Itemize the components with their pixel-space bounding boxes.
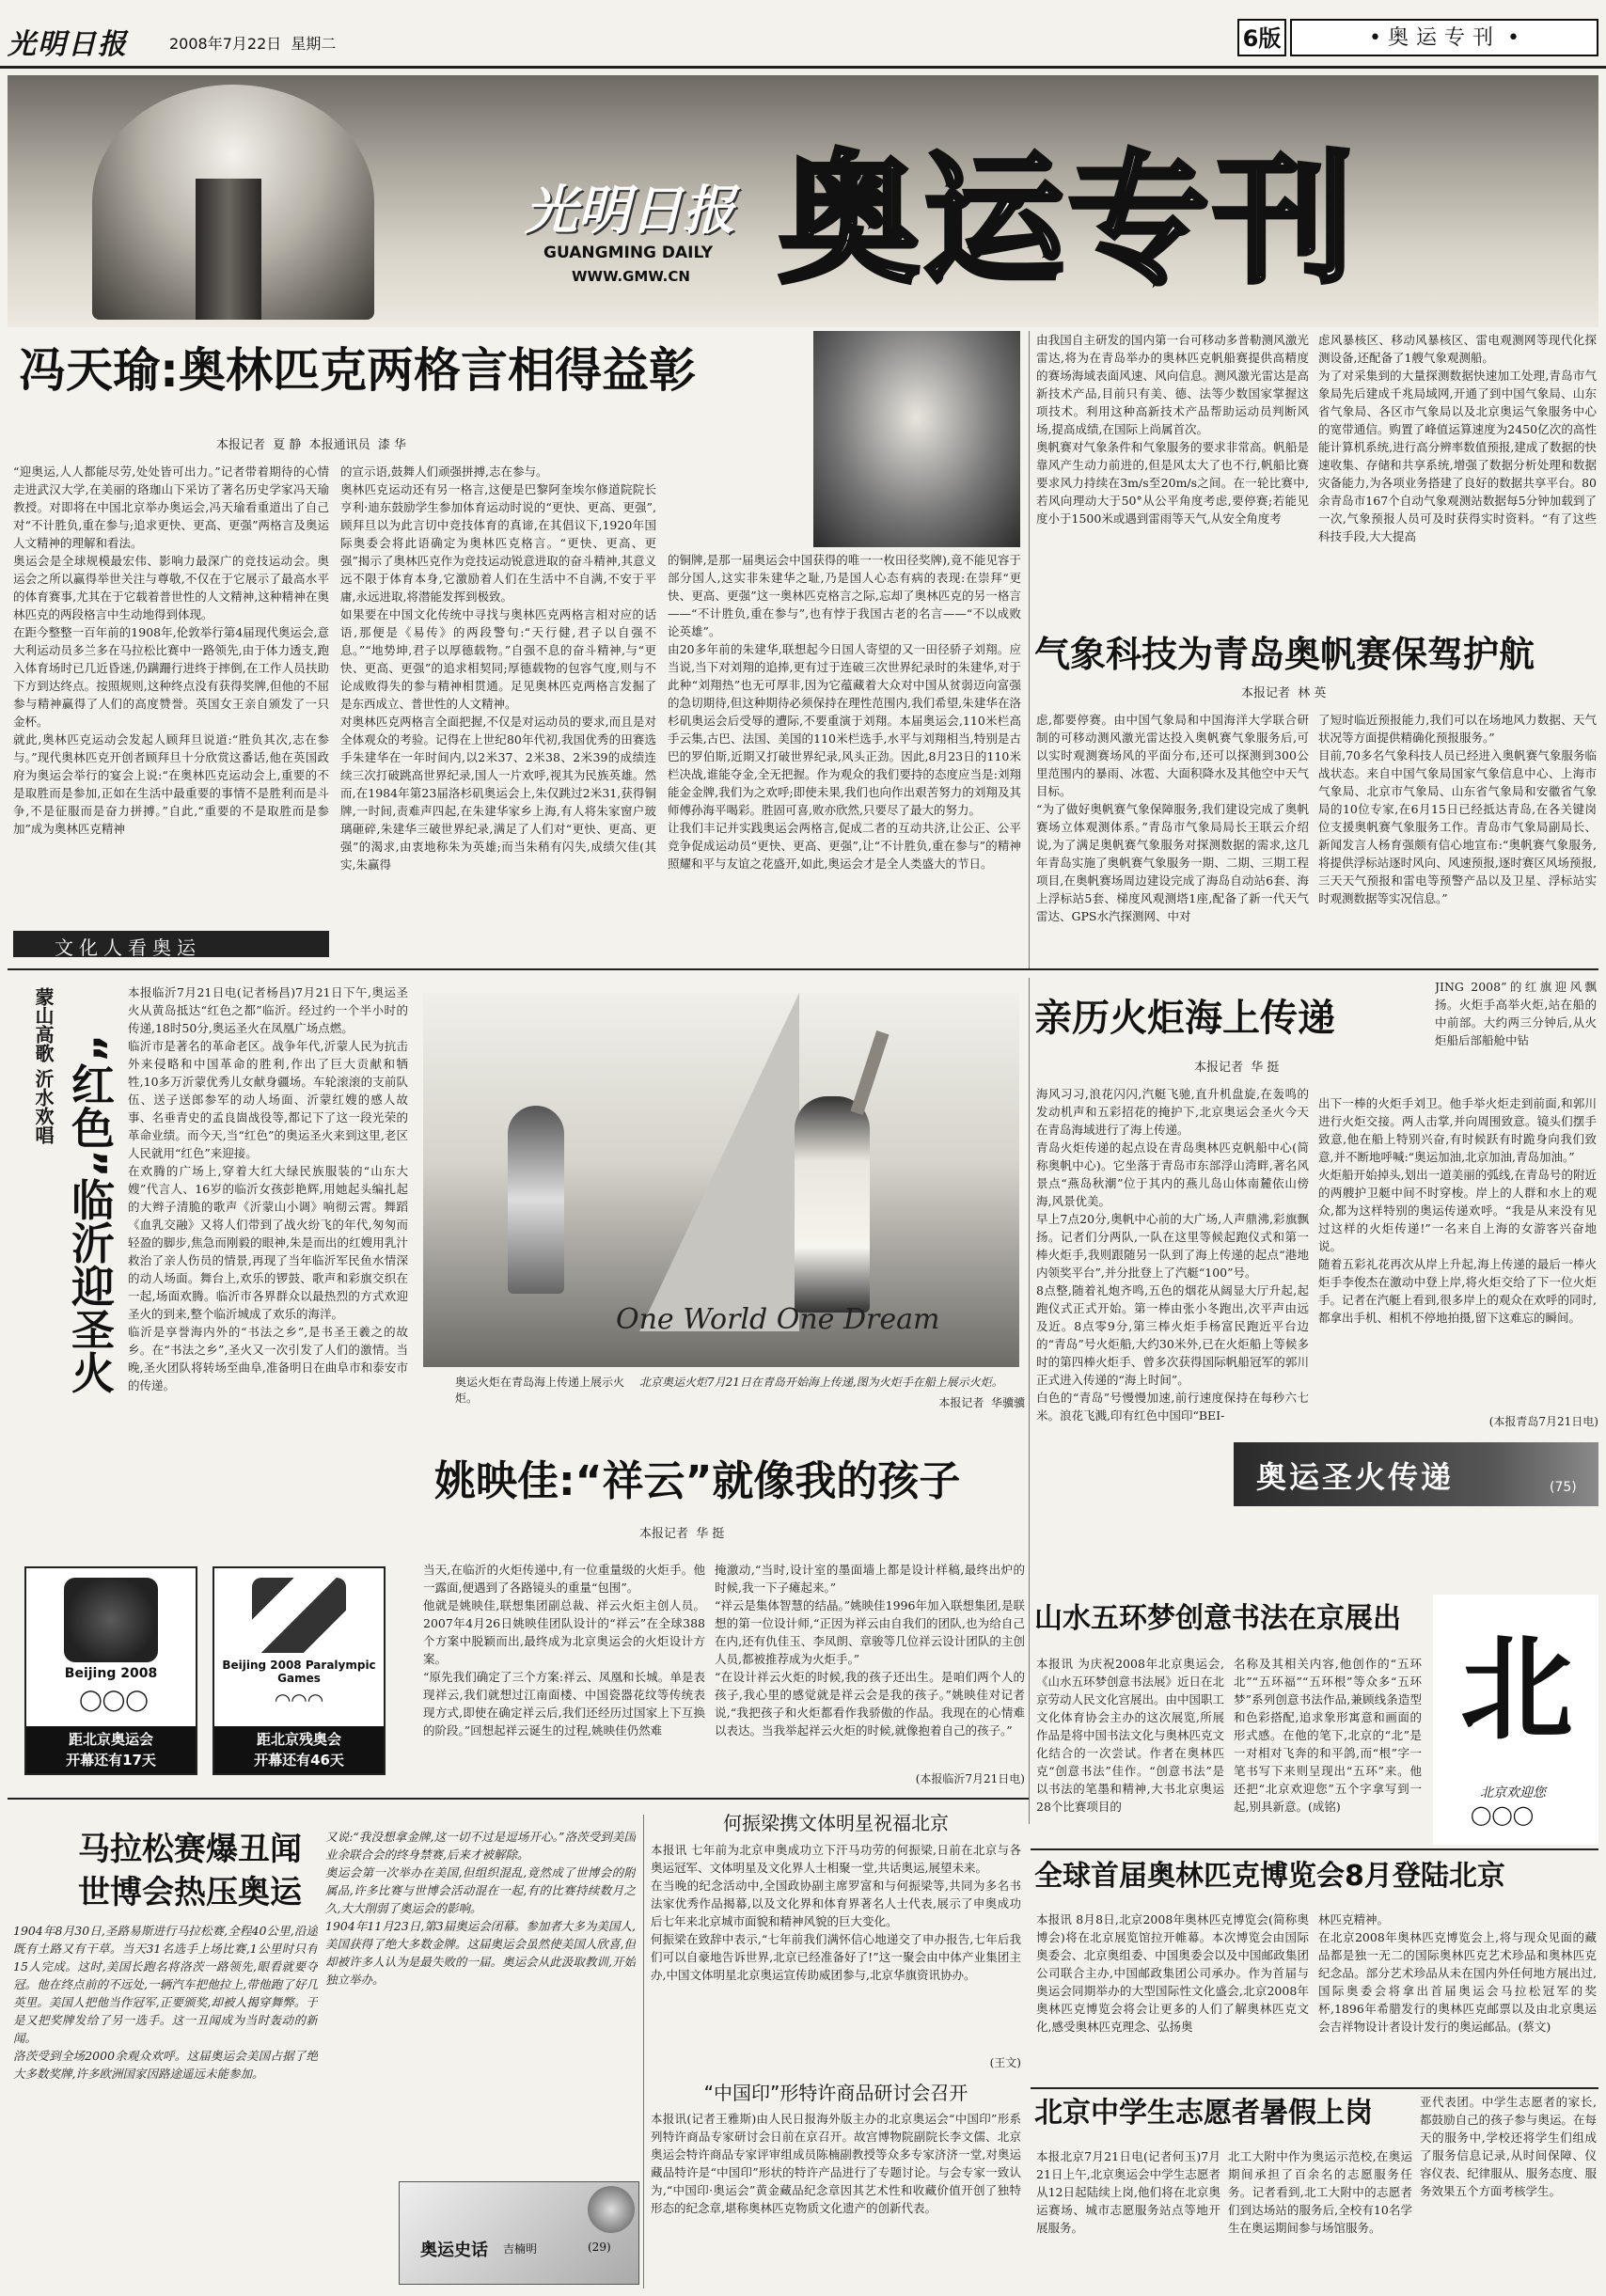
china-seal-body: 本报讯(记者王雅斯)由人民日报海外版主办的北京奥运会“中国印”形系列特许商品专家研讨会日前在京召开。故宫博物院副院长李文儒、北京奥运会特许商品专家评审组成员陈楠副教授等众多专家济济一堂,对奥运藏品特许是“中国印”形状的特许产品进行了专题讨论。与会专家一致认为,“中国印·奥运会”黄金藏品纪念章因其艺术性和收藏价值开创了独特形态的纪念章,堪称奥林匹克物质文化遗产的创新代表。 bbox=[651, 2112, 1021, 2215]
torch-relay-label-number: (75) bbox=[1550, 1480, 1577, 1495]
banner bbox=[8, 75, 1598, 327]
column-divider bbox=[1029, 978, 1030, 1824]
bullet-icon: • bbox=[1369, 26, 1388, 50]
banner-title: 奥运专刊 bbox=[779, 139, 1359, 303]
sea-relay-col-2: 出下一棒的火炬手刘卫。他手举火炬走到前面,和郭川进行火炬交接。两人击掌,并向周围致意。镜头们摆手致意,他在船上特别兴奋,有时候跃有时跪身向我们致意,并不断地呼喊:“奥运加油,北京加油,青岛加油。” 火炬船开始掉头,划出一道美丽的弧线,在青岛号的附近的两艘护卫艇中间不时穿梭。岸上的人群和水上的观众,都为这样特别的奥运传递欢呼。“我是从来没有见过这样的火炬传递!”一名来自上海的女游客兴奋地说。 随着五彩礼花再次从岸上升起,海上传递的最后一棒火炬手李俊杰在激动中登上岸,将火炬交给了下一位火炬手。记者在汽艇上看到,很多岸上的观众在欢呼的同时,都拿出手机、相机不停地拍摄,留下这难忘的瞬间。 bbox=[1318, 1096, 1597, 1325]
volunteers-headline: 北京中学生志愿者暑假上岗 bbox=[1034, 2097, 1373, 2130]
section-rule bbox=[8, 1798, 1029, 1800]
countdown-paralympic-box bbox=[214, 1726, 384, 1773]
sea-relay-col-1: 海风习习,浪花闪闪,汽艇飞驰,直升机盘旋,在轰鸣的发动机声和五彩招花的掩护下,北京奥运会圣火今天在青岛海域进行了海上传递。 青岛火炬传递的起点设在青岛奥林匹克帆船中心(简称奥帆中心)。它坐落于青岛市东部浮山湾畔,著名风景点“燕岛秋潮”位于其内的燕儿岛山体南麓依山傍海,风景优美。 早上7点20分,奥帆中心前的大广场,人声鼎沸,彩旗飘扬。记者们分两队,一队在这里等候起跑仪式和第一棒火炬手,我则跟随另一队到了海上传递的起点“港地内领奖平台”,并分批登上了汽艇“100”号。 8点整,随着礼炮齐鸣,五色的烟花从阔显大厅升起,起跑仪式正式开始。第一棒由张小冬跑出,次平声由远及近。8点零9分,第三棒火炬手杨富民跑近平台边的“青岛”号火炬船,大约30米外,已在火炬船上等候多时的第四棒火炬手、曾多次获得国际帆船冠军的郭川正式进入传递的“海上时间”。 白色的“青岛”号慢慢加速,前行速度保持在每秒六七米。浪花飞溅,印有红色中国印“BEI- bbox=[1036, 1087, 1309, 1423]
torch-photo-caption: 北京奥运火炬7月21日在青岛开始海上传递,图为火炬手在船上展示火炬。 bbox=[639, 1376, 1003, 1389]
yao-col-2: 掩激动,“当时,设计室的墨面墙上都是设计样稿,最终出炉的时候,我一下子瘫起来。” “祥云是集体智慧的结晶。”姚映佳1996年加入联想集团,是联想的第一位设计师,“正因为祥云由自我们的团队,也为给自己在内,还有仇佳玉、李凤朗、章骏等几位祥云设计团队的主创人员,都被推荐成为火炬手。” “在设计祥云火炬的时候,我的孩子还出生。是咱们两个人的孩子,我心里的感觉就是祥云会是我的孩子。”姚映佳对记者说,“我把孩子和火炬都看作我骄傲的作品。我现在的心情难以表达。当我举起祥云火炬的时候,就像抱着自己的孩子。” bbox=[715, 1563, 1025, 1738]
section-rule bbox=[1031, 2087, 1598, 2089]
section-label-box bbox=[1290, 19, 1598, 56]
section-rule bbox=[1031, 1848, 1598, 1850]
yao-byline: 本报记者 华 挺 bbox=[639, 1527, 725, 1541]
expo-headline: 全球首届奥林匹克博览会8月登陆北京 bbox=[1034, 1860, 1505, 1893]
torch-stem bbox=[196, 179, 261, 320]
series-label-number: (29) bbox=[588, 2241, 611, 2254]
redcolor-body: 本报临沂7月21日电(记者杨昌)7月21日下午,奥运圣火从黄岛抵达“红色之都”临沂。经过约一个半小时的传递,18时50分,奥运圣火在凤凰广场点燃。 临沂市是著名的革命老区。战争年代,沂蒙人民为抗击外来侵略和中国革命的胜利,作出了巨大贡献和牺牲,10多万沂蒙优秀儿女献身疆场。车轮滚滚的支前队伍、送子送郎参军的动人场面、沂蒙红嫂的感人故事、名垂青史的孟良崮战役等,都记下了这一段光荣的革命业绩。而今天,当“红色”的奥运圣火来到这里,老区人民就用“红色”来迎接。 在欢腾的广场上,穿着大红大绿民族服装的“山东大嫂”代言人、16岁的临沂女孩彭艳辉,用她起头编扎起的大辫子清脆的歌声《沂蒙山小调》响彻云霄。舞蹈《血乳交融》又将人们带到了战火纷飞的年代,匆匆而轻盈的脚步,焦急而刚毅的眼神,朱是而出的红嫂用乳汁救治了亲人伤员的情景,再现了当年临沂军民鱼水情深的动人场面。舞台上,欢乐的锣鼓、歌声和彩旗交织在一起,场面欢腾。临沂市各界群众以最热烈的方式欢迎圣火的到来,整个临沂城成了欢乐的海洋。 临沂是享誉海内外的“书法之乡”,是书圣王羲之的故乡。在“书法之乡”,圣火又一次引发了人们的激情。当晚,圣火团队将转场至曲阜,准备明日在曲阜市和泰安市的传递。 bbox=[128, 985, 408, 1392]
yao-dateline: (本报临沂7月21日电) bbox=[915, 1772, 1025, 1785]
torch-photo-caption-left: 奥运火炬在青岛海上传递上展示火炬。 bbox=[455, 1376, 625, 1405]
countdown-paralympic-label: 距北京残奥会 bbox=[256, 1731, 341, 1748]
beijing-olympic-logo bbox=[64, 1578, 158, 1662]
feng-portrait-photo bbox=[813, 331, 1020, 547]
he-headline: 何振梁携文体明星祝福北京 bbox=[723, 1812, 949, 1834]
torch-icon bbox=[850, 1030, 889, 1115]
banner-logo-cn: 光明日报 bbox=[525, 180, 735, 242]
weather-top-col-2: 虑风暴核区、移动风暴核区、雷电观测网等现代化探测设备,还配备了1艘气象观测船。 为了对采集到的大量探测数据快速加工处理,青岛市气象局先后建成千兆局域网,开通了到中国气象局、山东省气象局、各区市气象局以及北京奥运气象服务中心的宽带通信。购置了峰值运算速度为2450亿次的高性能计算机系统,进行高分辨率数值预报,建成了数据的快速收集、存储和共享系统,增强了数据分析处理和数据灾备能力,为各项业务搭建了良好的数据共享平台。80余青岛市167个自动气象观测站数据每5分钟加载到了一次,气象预报人员可及时获得实时资料。“有了这些科技手段,大大提高 bbox=[1318, 333, 1597, 543]
volunteers-col-2: 北工大附中作为奥运示范校,在奥运期间承担了百余名的志愿服务任务。记者看到,北工大附中的志愿者们到达场站的服务后,全校有10名学生在奥运期间参与场馆服务。 bbox=[1228, 2149, 1412, 2235]
weather-mid-col-1: 虑,都要停赛。由中国气象局和中国海洋大学联合研制的可移动测风激光雷达投入奥帆赛气象服务后,可以实时观测赛场风的平面分布,还可以探测到300公里范围内的暴雨、冰雹、大面积降水及其他空中天气目标。 “为了做好奥帆赛气象保障服务,我们建设完成了奥帆赛场立体观测体系。”青岛市气象局局长王联云介绍说,为了满足奥帆赛气象服务对探测数据的需求,这几年青岛实施了奥帆赛气象服务一期、二期、三期工程项目,在奥帆赛场周边建设完成了海岛自动站6套、海上浮标站5套、梯度风观测塔1座,配备了新一代天气雷达、GPS水汽探测网、中对 bbox=[1036, 713, 1309, 923]
weather-mid-col-2: 了短时临近预报能力,我们可以在场地风力数据、天气状况等方面提供精确化预报服务。” 目前,70多名气象科技人员已经进入奥帆赛气象服务临战状态。来自中国气象局国家气象信息中心、上海市气象局、北京市气象局、山东省气象局和安徽省气象局的10位专家,在6月15日已经抵达青岛,在各关键岗位支援奥帆赛气象服务工作。青岛市气象局副局长、新闻发言人杨育强颇有信心地宣布:“奥帆赛气象服务,将提供浮标站逐时风向、风速预报,逐时赛区风场预报,三天天气预报和雷电等预警产品以及卫星、浮标站实时观测数据等实况信息。” bbox=[1318, 713, 1597, 905]
sea-relay-headline: 亲历火炬海上传递 bbox=[1034, 997, 1335, 1040]
culture-label-text: 文化人看奥运 bbox=[55, 936, 201, 959]
column-divider bbox=[1029, 331, 1030, 970]
he-dateline: (王文) bbox=[989, 2056, 1021, 2069]
torch-slogan: One World One Dream bbox=[616, 1303, 940, 1336]
feng-col-1: “迎奥运,人人都能尽劳,处处皆可出力。”记者带着期待的心情走进武汉大学,在美丽的珞珈山下采访了著名历史学家冯天瑜教授。对即将在中国北京举办奥运会,冯天瑜看重道出了自己对“不计胜负,重在参与;追求更快、更高、更强”两格言及奥运人文精神的理解和看法。 奥运会是全球规模最宏伟、影响力最深广的竞技运动会。奥运会之所以赢得举世关注与尊敬,不仅在于它展示了最高水平的体育赛事,尤其在于它载着普世性的人文精神,这种精神在奥林匹克的两段格言中生动地得到体现。 在距今整整一百年前的1908年,伦敦举行第4届现代奥运会,意大利运动员多兰多在马拉松比赛中一路领先,由于体力透支,跑入体育场时已几近昏迷,仍蹒跚行进终于摔倒,在工作人员扶助下方到达终点。按照规则,这种终点没有获得奖牌,但他的不屈参与精神赢得了人们的高度赞誉。英国女王亲自颁发了一只金杯。 就此,奥林匹克运动会发起人顾拜旦说道:“胜负其次,志在参与。”现代奥林匹克开创者顾拜旦十分欣赏这番话,他在英国政府为奥运会举行的宴会上说:“在奥林匹克运动会上,重要的不是取胜而是参加,正如在生活中最重要的事情不是胜利而是斗争,不是征服而是奋力拼搏。”自此,“重要的不是取胜而是参加”成为奥林匹克精神 bbox=[13, 464, 329, 836]
redcolor-headline: “红色”临沂迎圣火 bbox=[65, 1034, 116, 1394]
expo-col-1: 本报讯 8月8日,北京2008年奥林匹克博览会(简称奥博会)将在北京展览馆拉开帷幕。本次博览会由国际奥委会、北京奥组委、中国奥委会以及中国邮政集团公司联合主办,中国邮政集团公司承办。作为首届与奥运会同期举办的大型国际性文化盛会,北京2008年奥林匹克博览会将会让更多的人们了解奥林匹克文化,感受奥林匹克理念、弘扬奥 bbox=[1036, 1912, 1309, 2034]
marathon-col-2: 又说:“我没想拿金牌,这一切不过是逗场开心。”洛茨受到美国业余联合会的终身禁赛,后来才被解除。 奥运会第一次举办在美国,但组织混乱,竟然成了世博会的附属品,许多比赛与世博会活动混在一起,有的比赛持续数月之久,大大削弱了奥运会的影响。 1904年11月23日,第3届奥运会闭幕。参加者大多为美国人,美国获得了绝大多数金牌。这届奥运会虽然使美国人欣喜,但却被许多人认为是最失败的一届。奥运会从此汲取教训,开始独立举办。 bbox=[325, 1830, 636, 1987]
calligraphy-artwork bbox=[1433, 1595, 1598, 1845]
weather-headline: 气象科技为青岛奥帆赛保驾护航 bbox=[1034, 634, 1535, 675]
calligraphy-col-2: 名称及其相关内容,他创作的“五环北”“五环福”“五环根”等众多“五环梦”系列创意书法作品,兼顾线条造型和色彩搭配,追求象形寓意和画面的形式感。在他的笔下,北京的“北”是一对相对飞奔的和平鸽,而“根”字一笔书写下来则呈现出“五环”来。他还把“北京欢迎您”五个字拿写到一起,别具新意。(成铭) bbox=[1234, 1657, 1422, 1814]
paralympic-agitos-icon: ◠◠◠ bbox=[274, 1689, 324, 1711]
countdown-olympic-days: 开幕还有17天 bbox=[66, 1752, 156, 1769]
feng-col-2: 的宣示语,鼓舞人们顽强拼搏,志在参与。 奥林匹克运动还有另一格言,这便是巴黎阿奎埃尔修道院院长亨利·迪东鼓励学生参加体育运动时说的“更快、更高、更强”,顾拜旦以为此言切中竞技体育的真谛,在其倡议下,1920年国际奥委会将此语确定为奥林匹克格言。“更快、更高、更强”揭示了奥林匹克作为竞技运动锐意进取的奋斗精神,其意义远不限于体育本身,它激励着人们在生活中不自满,不安于平庸,永远进取,将潜能发挥到极致。 如果要在中国文化传统中寻找与奥林匹克两格言相对应的话语,那便是《易传》的两段警句:“天行健,君子以自强不息。”“地势坤,君子以厚德载物。”自强不息的奋斗精神,与“更快、更高、更强”的追求相契同;厚德载物的包容气度,则与不论成败得失的参与精神相贯通。足见奥林匹克两格言发掘了是东西成立、普世性的人文精神。 对奥林匹克两格言全面把握,不仅是对运动员的要求,而且是对全体观众的考验。记得在上世纪80年代初,我国优秀的田赛选手朱建华在一年时间内,以2米37、2米38、2米39的成绩连续三次打破跳高世界纪录,国人一片欢呼,视其为民族英雄。然而,在1984年第23届洛杉矶奥运会上,朱仅跳过2米31,获得铜牌,一时间,责难声四起,在朱建华家乡上海,有人将朱家窗户玻璃砸碎,朱建华三破世界纪录,满足了人们对“更快、更高、更强”的渴求,由衷地称朱为英雄;而当朱稍有闪失,成绩欠佳(其实,朱赢得 bbox=[340, 464, 656, 872]
china-seal-headline: “中国印”形特许商品研讨会召开 bbox=[703, 2082, 968, 2104]
olympic-logo-text: Beijing 2008 bbox=[64, 1666, 158, 1681]
torch-photographer: 本报记者 华骥骥 bbox=[938, 1396, 1025, 1409]
paralympic-logo-text: Beijing 2008 Paralympic Games bbox=[222, 1659, 376, 1685]
yao-headline: 姚映佳:“祥云”就像我的孩子 bbox=[434, 1457, 961, 1505]
feng-col-3: 的铜牌,是那一届奥运会中国获得的唯一一枚田径奖牌),竟不能见容于部分国人,这实非朱建华之耻,乃是国人心态有病的表现:在崇拜“更快、更高、更强”这一奥林匹克格言之际,忘却了奥林匹克的另一格言——“不计胜负,重在参与”,也有悖于我国古老的名言——“不以成败论英雄”。 由20多年前的朱建华,联想起今日国人寄望的又一田径骄子刘翔。应当说,当下对刘翔的追捧,更有过于连破三次世界纪录时的朱建华,对于此种“刘翔热”也无可厚非,因为它蕴藏着大众对中国从贫弱迈向富强的急切期待,但这种期待必须保持在理性范围内,我们希望,朱建华在洛杉矶奥运会后受辱的遭际,不要重演于刘翔。本届奥运会,110米栏高手云集,古巴、法国、美国的110米栏选手,水平与刘翔相当,特别是古巴的罗伯斯,近期又打破世界纪录,风头正劲。因此,8月23日的110米栏决战,谁能夺金,全无把握。作为观众的我们要持的态度应当是:刘翔能金金牌,我们为之欢呼;即使未果,我们也向作出艰苦努力的刘翔及其师傅孙海平喝彩。胜固可喜,败亦欣然,只要尽了最大的努力。 让我们丰记并实践奥运会两格言,促成二者的互动共济,让公正、公平竞争促成运动员“更快、更高、更强”,让“不计胜负,重在参与”的精神照耀和平与友谊之花盛开,如此,奥运会才是全人类盛大的节日。 bbox=[668, 553, 1021, 871]
series-label-author: 吉楠明 bbox=[503, 2242, 538, 2256]
weather-byline: 本报记者 林 英 bbox=[1241, 686, 1327, 700]
sail-shape bbox=[639, 993, 799, 1331]
page-header bbox=[0, 0, 1606, 75]
marathon-col-1: 1904年8月30日,圣路易斯进行马拉松赛,全程40公里,沿途既有土路又有干草。当天31名选手上场比赛,1公里时只有15人完成。这时,美国长跑名将洛茨一路领先,眼看就要夺冠。他在终点前的不远处,一辆汽车把他拉上,带他跑了好几英里。美国人把他当作冠军,正要颁奖,却被人揭穿舞弊。于是又把奖牌发给了另一选手。这一丑闻成为当时轰动的新闻。 洛茨受到全场2000余观众欢呼。这届奥运会美国占据了绝大多数奖牌,许多欧洲国家因路途遥远未能参加。 bbox=[13, 1924, 318, 2081]
series-label-text: 奥运史话 bbox=[420, 2241, 488, 2260]
page-number: 6版 bbox=[1237, 19, 1286, 56]
olympic-rings-icon: ◯◯◯ bbox=[79, 1689, 149, 1712]
he-body: 本报讯 七年前为北京申奥成功立下汗马功劳的何振梁,日前在北京与各奥运冠军、文体明星及文化界人士相聚一堂,共话奥运,展望未来。 在当晚的纪念活动中,全国政协副主席罗富和与何振梁等,共同为多名书法家优秀作品揭幕,以及文化界和体育界著名人士代表,展示了申奥成功后七年来北京城市面貌和精神风貌的巨大变化。 何振梁在致辞中表示,“七年前我们满怀信心地递交了申办报告,七年后我们可以自豪地告诉世界,北京已经准备好了!”这一聚会由中体产业集团主办,中国文体明星北京奥运宣传助威团参与,北京华旗资讯协办。 bbox=[651, 1843, 1021, 1982]
redcolor-kicker: 蒙山高歌 沂水欢唱 bbox=[32, 987, 55, 1144]
feng-col-3-top bbox=[668, 463, 809, 549]
volunteers-col-3: 亚代表团。中学生志愿者的家长,都鼓励自己的孩子参与奥运。在每天的服务中,学校还将学生们组成了服务信息记录,从时间保障、仪容仪表、纪律服从、服务态度、服务效果五个方面考核学生。 bbox=[1420, 2095, 1597, 2198]
column-divider bbox=[643, 1815, 644, 2288]
section-label: 奥运专刊 bbox=[1387, 26, 1501, 50]
culture-label bbox=[13, 931, 329, 957]
marathon-headline-2: 世博会热压奥运 bbox=[78, 1874, 302, 1911]
sculpture-photo bbox=[588, 2186, 635, 2233]
sea-relay-dateline: (本报青岛7月21日电) bbox=[1488, 1415, 1598, 1428]
torch-photo bbox=[423, 993, 1019, 1367]
torch-relay-label bbox=[1234, 1442, 1598, 1506]
expo-col-2: 林匹克精神。 在北京2008年奥林匹克博览会上,将与现众见面的藏品都是独一无二的国际奥林匹克艺术珍品和奥林匹克纪念品。部分艺术珍品从未在国内外任何地方展出过,国际奥委会将拿出首届奥运会马拉松冠军的奖杯,1896年希腊发行的奥林匹克邮票以及由北京奥运会吉祥物设计者设计发行的奥运邮品。(蔡文) bbox=[1318, 1912, 1597, 2034]
sea-relay-side-top: JING 2008”的红旗迎风飘扬。火炬手高举火炬,站在船的中前部。大约两三分钟后,从火炬船后部船舱中钻 bbox=[1435, 980, 1597, 1047]
feng-byline: 本报记者 夏 静 本报通讯员 漆 华 bbox=[216, 438, 407, 452]
weather-top-col-1: 由我国自主研发的国内第一台可移动多普勒测风激光雷达,将为在青岛举办的奥林匹克帆船赛提供高精度的赛场海域表面风速、风向信息。测风激光雷达是高新技术产品,目前只有美、德、法等少数国家掌握这项技术。利用这种高新技术产品帮助运动员判断风场,提高成绩,在国际上尚属首次。 奥帆赛对气象条件和气象服务的要求非常高。帆船是靠风产生动力前进的,但是风太大了也不行,帆船比赛要求风力持续在3m/s至20m/s之间。在一轮比赛中,若风向理动大于50°从公平角度考虑,要停赛;若能见度小于1500米或遇到雷雨等天气,从安全角度考 bbox=[1036, 333, 1309, 526]
feng-headline: 冯天瑜:奥林匹克两格言相得益彰 bbox=[19, 343, 696, 398]
calligraphy-character: 北 bbox=[1460, 1623, 1573, 1755]
countdown-paralympic-days: 开幕还有46天 bbox=[254, 1752, 344, 1769]
header-rule bbox=[0, 66, 1606, 69]
countdown-olympic-label: 距北京奥运会 bbox=[68, 1731, 153, 1748]
banner-url: WWW.GMW.CN bbox=[572, 268, 690, 285]
calligraphy-col-1: 本报讯 为庆祝2008年北京奥运会,《山水五环梦创意书法展》近日在北京劳动人民文化宫展出。由中国职工文化体育协会主办的这次展览,所展作品是将中国书法文化与奥林匹克文化结合的一次尝试。作者在奥林匹克“创意书法”佳作。“创意书法”是以书法的笔墨和精神,大书北京奥运28个比赛项目的 bbox=[1036, 1657, 1224, 1814]
marathon-headline-1: 马拉松赛爆丑闻 bbox=[78, 1831, 302, 1868]
section-rule bbox=[8, 968, 1598, 970]
banner-logo-en: GUANGMING DAILY bbox=[543, 244, 714, 262]
marathon-series-label bbox=[399, 2181, 639, 2285]
sea-relay-byline: 本报记者 华 挺 bbox=[1194, 1061, 1280, 1075]
banner-logo-box bbox=[496, 165, 779, 306]
masthead: 光明日报 bbox=[8, 28, 128, 61]
paralympic-logo bbox=[252, 1578, 346, 1653]
calligraphy-caption: 北京欢迎您 bbox=[1480, 1785, 1546, 1801]
yao-col-1: 当天,在临沂的火炬传递中,有一位重量级的火炬手。他一露面,便遇到了各路镜头的重量“包围”。 他就是姚映佳,联想集团副总裁、祥云火炬主创人员。2007年4月26日姚映佳团队设计的“祥云”在全球388个方案中脱颖而出,最终成为北京奥运会的火炬设计方案。 “原先我们确定了三个方案:祥云、凤凰和长城。单是表现祥云,我们就想过江南面楼、中国瓷器花纹等传统表现方式,即使在确定祥云后,我们还经历过国家上下互换的阶段。”回想起祥云诞生的过程,姚映佳仍然难 bbox=[423, 1563, 705, 1738]
countdown-olympic-box bbox=[26, 1726, 196, 1773]
torchbearer-figure bbox=[795, 1096, 870, 1313]
countdown-olympic bbox=[24, 1566, 197, 1775]
bullet-icon: • bbox=[1501, 26, 1519, 50]
crew-figure bbox=[508, 1106, 564, 1294]
volunteers-col-1: 本报北京7月21日电(记者何玉)7月21日上午,北京奥运会中学生志愿者从12日起陆续上岗,他们将在北京奥运赛场、城市志愿服务站点等地开展服务。 bbox=[1036, 2149, 1220, 2235]
olympic-rings-icon: ◯◯◯ bbox=[1471, 1803, 1535, 1826]
issue-date: 2008年7月22日 星期二 bbox=[169, 35, 337, 53]
calligraphy-headline: 山水五环梦创意书法在京展出 bbox=[1034, 1602, 1401, 1635]
countdown-paralympic bbox=[213, 1566, 386, 1775]
torch-relay-label-title: 奥运圣火传递 bbox=[1256, 1459, 1455, 1495]
